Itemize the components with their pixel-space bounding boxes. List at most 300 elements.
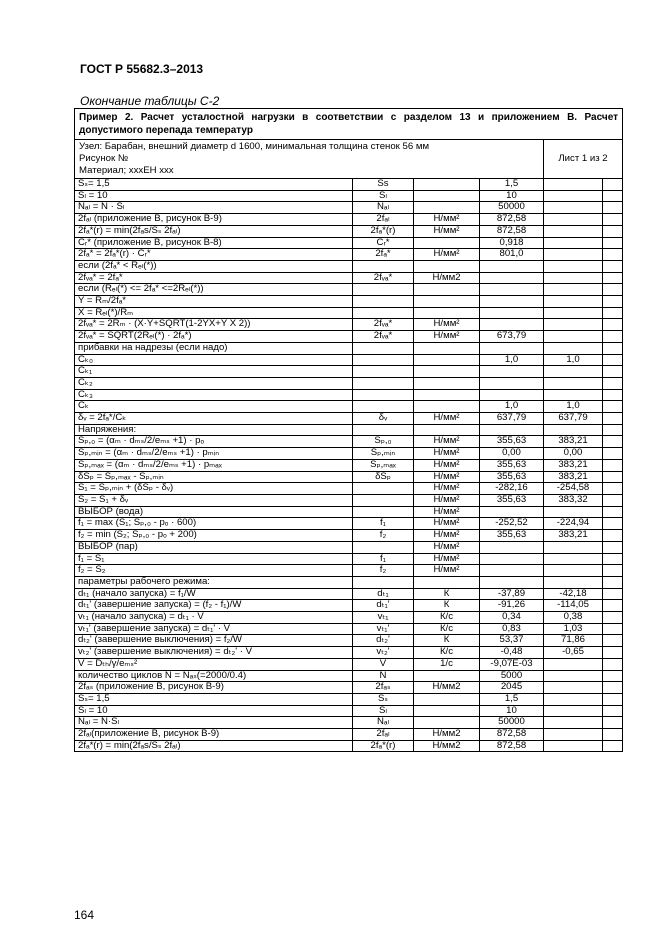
symbol-cell: 2fₐₗ (353, 729, 414, 741)
value2-cell (544, 389, 603, 401)
symbol-cell (353, 296, 414, 308)
table-row (75, 576, 623, 588)
table-row (75, 740, 623, 752)
unit-cell: Н/мм2 (414, 682, 480, 694)
unit-cell (414, 354, 480, 366)
value1-cell (480, 377, 544, 389)
symbol-cell: 2fᵥₐ* (353, 319, 414, 331)
value1-cell (480, 260, 544, 272)
value1-cell (480, 541, 544, 553)
empty-cell (603, 658, 623, 670)
symbol-cell (353, 284, 414, 296)
symbol-cell: 2fₐ* (353, 249, 414, 261)
formula-cell: Sₗ = 10 (75, 705, 353, 717)
table-row (75, 506, 623, 518)
empty-cell (603, 366, 623, 378)
symbol-cell: Sₛ (353, 693, 414, 705)
table-row (75, 635, 623, 647)
formula-cell: 2fᵥₐ* = 2Rₘ · (X·Y+SQRT(1-2YX+Y X 2)) (75, 319, 353, 331)
table-row (75, 483, 623, 495)
value2-cell: 71,86 (544, 635, 603, 647)
value1-cell: 1,0 (480, 354, 544, 366)
empty-cell (603, 565, 623, 577)
empty-cell (603, 740, 623, 752)
unit-cell (414, 237, 480, 249)
unit-cell: К (414, 635, 480, 647)
unit-cell (414, 296, 480, 308)
value1-cell (480, 296, 544, 308)
value2-cell (544, 506, 603, 518)
symbol-cell: δᵥ (353, 413, 414, 425)
figure-number: Рисунок № (79, 153, 129, 164)
table-row (75, 459, 623, 471)
formula-cell: 2fₐₗ(приложение В, рисунок В-9) (75, 729, 353, 741)
value1-cell: -37,89 (480, 588, 544, 600)
formula-cell: 2fₐ*(r) = min(2fₐs/Sₛ 2fₐₗ) (75, 225, 353, 237)
table-row (75, 179, 623, 191)
value1-cell: 637,79 (480, 413, 544, 425)
value1-cell: 50000 (480, 717, 544, 729)
value2-cell (544, 214, 603, 226)
value2-cell (544, 319, 603, 331)
formula-cell: Cᵣ* (приложение В, рисунок В-8) (75, 237, 353, 249)
value1-cell: 0,83 (480, 623, 544, 635)
value2-cell (544, 296, 603, 308)
table-row (75, 377, 623, 389)
symbol-cell: Ss (353, 179, 414, 191)
formula-cell: Sₛ= 1,5 (75, 179, 353, 191)
empty-cell (603, 647, 623, 659)
symbol-cell: vₜ₁' (353, 623, 414, 635)
example-title: Пример 2. Расчет усталостной нагрузки в соответствии с разделом 13 и приложением В. Расчет допустимого перепада температур (75, 109, 623, 140)
symbol-cell (353, 424, 414, 436)
formula-cell: f₁ = max (S₁; Sₚ,₀ - pₒ · 600) (75, 518, 353, 530)
table-row (75, 401, 623, 413)
value1-cell (480, 576, 544, 588)
table-row (75, 612, 623, 624)
symbol-cell: 2fₐ*(r) (353, 225, 414, 237)
formula-cell: Nₐₗ = N · Sₗ (75, 202, 353, 214)
table-row (75, 296, 623, 308)
formula-cell: прибавки на надрезы (если надо) (75, 342, 353, 354)
table-row (75, 658, 623, 670)
unit-cell: Н/мм² (414, 494, 480, 506)
empty-cell (603, 448, 623, 460)
empty-cell (603, 202, 623, 214)
symbol-cell: Sₚ,ₘₐₓ (353, 459, 414, 471)
symbol-cell: f₂ (353, 530, 414, 542)
material: Материал; хххЕН ххх (79, 165, 174, 176)
formula-cell: vₜ₁' (завершение запуска) = dₜ₁' · V (75, 623, 353, 635)
value2-cell (544, 249, 603, 261)
unit-cell (414, 670, 480, 682)
symbol-cell: 2fᵥₐ* (353, 272, 414, 284)
value2-cell (544, 729, 603, 741)
node-description: Узел: Барабан, внешний диаметр d 1600, минимальная толщина стенок 56 мм (79, 141, 430, 152)
unit-cell (414, 190, 480, 202)
unit-cell: К/с (414, 647, 480, 659)
unit-cell: Н/мм² (414, 483, 480, 495)
formula-cell: Cₖ₁ (75, 366, 353, 378)
empty-cell (603, 693, 623, 705)
unit-cell: Н/мм² (414, 471, 480, 483)
table-row (75, 682, 623, 694)
unit-cell: Н/мм² (414, 436, 480, 448)
value2-cell (544, 424, 603, 436)
empty-cell (603, 190, 623, 202)
table-row (75, 214, 623, 226)
symbol-cell (353, 260, 414, 272)
value2-cell: 637,79 (544, 413, 603, 425)
value2-cell: 383,32 (544, 494, 603, 506)
table-row (75, 225, 623, 237)
empty-cell (603, 342, 623, 354)
value2-cell: 1,03 (544, 623, 603, 635)
formula-cell: Cₖ₀ (75, 354, 353, 366)
empty-cell (603, 717, 623, 729)
value1-cell (480, 424, 544, 436)
empty-cell (603, 424, 623, 436)
value1-cell: 801,0 (480, 249, 544, 261)
formula-cell: f₁ = S₁ (75, 553, 353, 565)
value2-cell (544, 307, 603, 319)
symbol-cell: Sₗ (353, 705, 414, 717)
symbol-cell: V (353, 658, 414, 670)
table-row (75, 600, 623, 612)
value2-cell: 0,38 (544, 612, 603, 624)
table-row (75, 448, 623, 460)
symbol-cell: 2fₐ*(r) (353, 740, 414, 752)
value1-cell: 872,58 (480, 214, 544, 226)
value2-cell (544, 541, 603, 553)
table-row (75, 705, 623, 717)
value2-cell: -224,94 (544, 518, 603, 530)
value1-cell: 5000 (480, 670, 544, 682)
value1-cell: 1,5 (480, 179, 544, 191)
value1-cell (480, 389, 544, 401)
empty-cell (603, 377, 623, 389)
table-row (75, 260, 623, 272)
table-row (75, 670, 623, 682)
value1-cell: 872,58 (480, 740, 544, 752)
formula-cell: S₁ = Sₚ,ₘᵢₙ + (δSₚ - δᵥ) (75, 483, 353, 495)
unit-cell: К (414, 600, 480, 612)
formula-cell: 2fᵥₐ* = SQRT(2Rₑₗ(*) · 2fₐ*) (75, 331, 353, 343)
table-row (75, 647, 623, 659)
value1-cell (480, 366, 544, 378)
symbol-cell: dₜ₁ (353, 588, 414, 600)
unit-cell (414, 693, 480, 705)
unit-cell: Н/мм2 (414, 740, 480, 752)
symbol-cell: N (353, 670, 414, 682)
formula-cell: параметры рабочего режима: (75, 576, 353, 588)
value2-cell (544, 260, 603, 272)
symbol-cell: Nₐₗ (353, 202, 414, 214)
value1-cell: 355,63 (480, 459, 544, 471)
symbol-cell: Nₐₗ (353, 717, 414, 729)
table-row (75, 413, 623, 425)
table-row (75, 202, 623, 214)
unit-cell (414, 179, 480, 191)
symbol-cell: dₜ₁' (353, 600, 414, 612)
empty-cell (603, 506, 623, 518)
formula-cell: δSₚ = Sₚ,ₘₐₓ - Sₚ,ₘᵢₙ (75, 471, 353, 483)
value1-cell: 50000 (480, 202, 544, 214)
value2-cell (544, 553, 603, 565)
node-info-row (75, 140, 623, 179)
value2-cell (544, 225, 603, 237)
empty-cell (603, 576, 623, 588)
unit-cell: Н/мм² (414, 413, 480, 425)
unit-cell (414, 377, 480, 389)
empty-cell (603, 483, 623, 495)
empty-cell (603, 331, 623, 343)
symbol-cell: f₂ (353, 565, 414, 577)
unit-cell: Н/мм² (414, 249, 480, 261)
unit-cell: К (414, 588, 480, 600)
empty-cell (603, 179, 623, 191)
symbol-cell (353, 401, 414, 413)
formula-cell: S₂ = S₁ + δᵥ (75, 494, 353, 506)
empty-cell (603, 541, 623, 553)
empty-cell (603, 530, 623, 542)
empty-cell (603, 354, 623, 366)
value2-cell (544, 377, 603, 389)
value2-cell (544, 658, 603, 670)
formula-cell: Sₚ,₀ = (αₘ · dₘₛ/2/eₘₛ +1) · pₒ (75, 436, 353, 448)
table-row (75, 530, 623, 542)
symbol-cell: Sₗ (353, 190, 414, 202)
value2-cell (544, 342, 603, 354)
formula-cell: Напряжения: (75, 424, 353, 436)
empty-cell (603, 319, 623, 331)
empty-cell (603, 612, 623, 624)
formula-cell: ВЫБОР (пар) (75, 541, 353, 553)
formula-cell: vₜ₂' (завершение выключения) = dₜ₂' · V (75, 647, 353, 659)
value1-cell: 872,58 (480, 729, 544, 741)
symbol-cell (353, 494, 414, 506)
sheet-number: Лист 1 из 2 (544, 140, 623, 179)
value2-cell: 383,21 (544, 436, 603, 448)
value1-cell: 355,63 (480, 436, 544, 448)
empty-cell (603, 682, 623, 694)
value1-cell: 1,5 (480, 693, 544, 705)
symbol-cell: 2fₐₛ (353, 682, 414, 694)
formula-cell: vₜ₁ (начало запуска) = dₜ₁ · V (75, 612, 353, 624)
unit-cell: Н/мм² (414, 459, 480, 471)
table-row (75, 494, 623, 506)
value1-cell (480, 342, 544, 354)
value2-cell: 383,21 (544, 530, 603, 542)
symbol-cell: Sₚ,₀ (353, 436, 414, 448)
formula-cell: f₂ = S₂ (75, 565, 353, 577)
table-row (75, 693, 623, 705)
formula-cell: Cₖ₃ (75, 389, 353, 401)
formula-cell: dₜ₂' (завершение выключения) = f₂/W (75, 635, 353, 647)
empty-cell (603, 260, 623, 272)
document-title: ГОСТ Р 55682.3–2013 (80, 62, 204, 76)
value2-cell: 383,21 (544, 459, 603, 471)
empty-cell (603, 729, 623, 741)
value2-cell (544, 576, 603, 588)
symbol-cell (353, 307, 414, 319)
value1-cell (480, 307, 544, 319)
unit-cell (414, 424, 480, 436)
value2-cell: 1,0 (544, 354, 603, 366)
empty-cell (603, 588, 623, 600)
unit-cell: Н/мм² (414, 225, 480, 237)
value2-cell (544, 705, 603, 717)
empty-cell (603, 214, 623, 226)
formula-cell: Sₚ,ₘᵢₙ = (αₘ · dₘₛ/2/eₘₛ +1) · pₘᵢₙ (75, 448, 353, 460)
unit-cell (414, 284, 480, 296)
table-row (75, 518, 623, 530)
value2-cell (544, 682, 603, 694)
symbol-cell: 2fᵥₐ* (353, 331, 414, 343)
formula-cell: V = Dₜₕ/γ/eₘₛ² (75, 658, 353, 670)
value2-cell (544, 670, 603, 682)
value2-cell: -114,05 (544, 600, 603, 612)
formula-cell: Sₚ,ₘₐₓ = (αₘ · dₘₛ/2/eₘₛ +1) · pₘₐₓ (75, 459, 353, 471)
value2-cell (544, 565, 603, 577)
table-row (75, 319, 623, 331)
empty-cell (603, 600, 623, 612)
table-row (75, 717, 623, 729)
table-row (75, 190, 623, 202)
value2-cell: 1,0 (544, 401, 603, 413)
value1-cell: 10 (480, 190, 544, 202)
value2-cell (544, 740, 603, 752)
value1-cell: 355,63 (480, 530, 544, 542)
value2-cell: -42,18 (544, 588, 603, 600)
unit-cell (414, 389, 480, 401)
symbol-cell: Sₚ,ₘᵢₙ (353, 448, 414, 460)
formula-cell: δᵥ = 2fₐ*/Cₖ (75, 413, 353, 425)
symbol-cell: vₜ₂' (353, 647, 414, 659)
symbol-cell: dₜ₂' (353, 635, 414, 647)
empty-cell (603, 553, 623, 565)
value1-cell: 53,37 (480, 635, 544, 647)
value2-cell (544, 284, 603, 296)
unit-cell (414, 202, 480, 214)
formula-cell: 2fₐ*(r) = min(2fₐs/Sₛ 2fₐₗ) (75, 740, 353, 752)
table-row (75, 307, 623, 319)
table-row (75, 284, 623, 296)
unit-cell: 1/с (414, 658, 480, 670)
value1-cell: 2045 (480, 682, 544, 694)
value2-cell (544, 693, 603, 705)
value1-cell: 10 (480, 705, 544, 717)
formula-cell: Nₐₗ = N·Sₗ (75, 717, 353, 729)
unit-cell (414, 307, 480, 319)
unit-cell: Н/мм² (414, 541, 480, 553)
table-row (75, 237, 623, 249)
value2-cell (544, 190, 603, 202)
value1-cell (480, 272, 544, 284)
formula-cell: Sₗ = 10 (75, 190, 353, 202)
symbol-cell (353, 483, 414, 495)
table-row (75, 272, 623, 284)
symbol-cell (353, 389, 414, 401)
table-row (75, 366, 623, 378)
value2-cell: -0,65 (544, 647, 603, 659)
value1-cell: 355,63 (480, 471, 544, 483)
empty-cell (603, 284, 623, 296)
value2-cell: 0,00 (544, 448, 603, 460)
unit-cell: Н/мм² (414, 319, 480, 331)
symbol-cell: vₜ₁ (353, 612, 414, 624)
unit-cell (414, 717, 480, 729)
formula-cell: Y = Rₘ/2fₐ* (75, 296, 353, 308)
value1-cell (480, 553, 544, 565)
empty-cell (603, 296, 623, 308)
unit-cell: Н/мм² (414, 553, 480, 565)
table-row (75, 565, 623, 577)
value1-cell: 872,58 (480, 225, 544, 237)
table-row (75, 541, 623, 553)
formula-cell: 2fₐₛ (приложение В, рисунок В-9) (75, 682, 353, 694)
unit-cell: Н/мм² (414, 331, 480, 343)
unit-cell (414, 401, 480, 413)
value2-cell (544, 272, 603, 284)
empty-cell (603, 389, 623, 401)
value1-cell: -91,26 (480, 600, 544, 612)
empty-cell (603, 623, 623, 635)
unit-cell (414, 260, 480, 272)
symbol-cell (353, 366, 414, 378)
node-info (75, 140, 544, 179)
formula-cell: 2fₐₗ (приложение В, рисунок В-9) (75, 214, 353, 226)
formula-cell: dₜ₁ (начало запуска) = f₁/W (75, 588, 353, 600)
symbol-cell: 2fₐₗ (353, 214, 414, 226)
empty-cell (603, 307, 623, 319)
formula-cell: количество циклов N = Nₐₛ(=2000/0.4) (75, 670, 353, 682)
value1-cell (480, 565, 544, 577)
value1-cell: 0,34 (480, 612, 544, 624)
formula-cell: 2fᵥₐ* = 2fₐ* (75, 272, 353, 284)
empty-cell (603, 459, 623, 471)
symbol-cell (353, 541, 414, 553)
value1-cell (480, 506, 544, 518)
table-row (75, 389, 623, 401)
value1-cell: -252,52 (480, 518, 544, 530)
empty-cell (603, 401, 623, 413)
value1-cell: 0,00 (480, 448, 544, 460)
value2-cell (544, 331, 603, 343)
unit-cell (414, 342, 480, 354)
unit-cell (414, 576, 480, 588)
unit-cell (414, 366, 480, 378)
table-row (75, 623, 623, 635)
value1-cell: -9,07Е-03 (480, 658, 544, 670)
table-row (75, 588, 623, 600)
formula-cell: Cₖ (75, 401, 353, 413)
empty-cell (603, 635, 623, 647)
formula-cell: Sₛ= 1,5 (75, 693, 353, 705)
symbol-cell: δSₚ (353, 471, 414, 483)
table-row (75, 729, 623, 741)
unit-cell: Н/мм² (414, 518, 480, 530)
example-title-row (75, 109, 623, 140)
table-row (75, 331, 623, 343)
table-row (75, 249, 623, 261)
symbol-cell (353, 342, 414, 354)
value2-cell (544, 179, 603, 191)
symbol-cell (353, 576, 414, 588)
empty-cell (603, 225, 623, 237)
unit-cell: Н/мм² (414, 565, 480, 577)
value1-cell: 1,0 (480, 401, 544, 413)
